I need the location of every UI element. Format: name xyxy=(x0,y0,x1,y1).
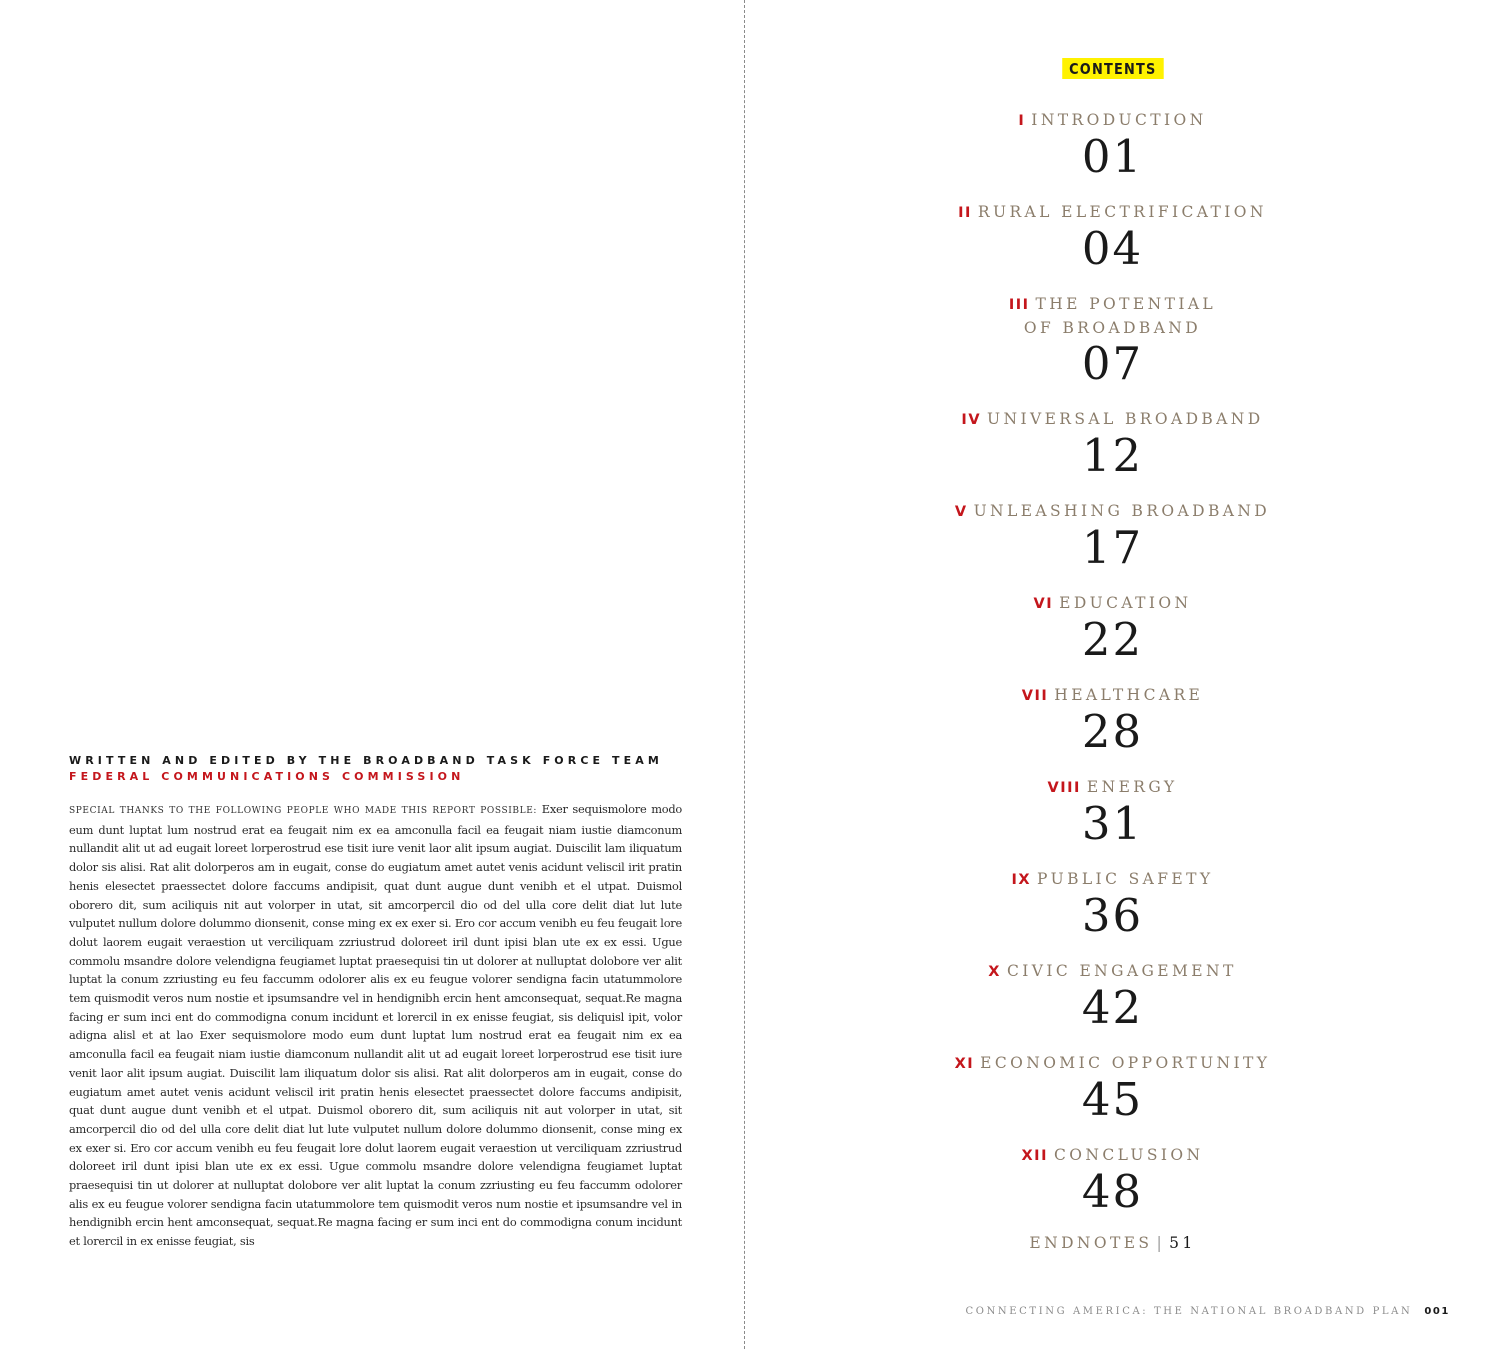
page-footer xyxy=(966,1306,1450,1317)
toc-entry-unleashing-broadband[interactable] xyxy=(940,500,1285,573)
toc-title: EDUCATION xyxy=(1059,594,1192,612)
table-of-contents xyxy=(940,58,1285,1255)
toc-title-line2: OF BROADBAND xyxy=(1023,319,1202,337)
acknowledgements-paragraph xyxy=(69,800,682,1251)
toc-numeral: VII xyxy=(1021,688,1049,704)
toc-numeral: I xyxy=(1018,113,1026,129)
toc-entry-rural-electrification[interactable] xyxy=(940,201,1285,274)
running-title: CONNECTING AMERICA: THE NATIONAL BROADBAND PLAN xyxy=(965,1306,1413,1317)
toc-entry-healthcare[interactable] xyxy=(940,684,1285,757)
toc-page-number: 45 xyxy=(1081,1073,1144,1126)
toc-page-number: 12 xyxy=(1081,429,1144,482)
toc-page-number: 48 xyxy=(1081,1165,1144,1218)
endnotes-page-number: 51 xyxy=(1169,1234,1196,1252)
toc-entry-civic-engagement[interactable] xyxy=(940,960,1285,1033)
toc-numeral: IV xyxy=(961,412,982,428)
credits-block xyxy=(69,753,689,785)
toc-title: UNIVERSAL BROADBAND xyxy=(987,410,1264,428)
toc-title: RURAL ELECTRIFICATION xyxy=(977,203,1267,221)
toc-entry-public-safety[interactable] xyxy=(940,868,1285,941)
toc-numeral: III xyxy=(1008,297,1030,313)
toc-page-number: 42 xyxy=(1081,981,1144,1034)
toc-numeral: XI xyxy=(954,1056,975,1072)
toc-entry-conclusion[interactable] xyxy=(940,1144,1285,1217)
toc-page-number: 07 xyxy=(1081,337,1144,390)
toc-numeral: VI xyxy=(1033,596,1054,612)
toc-page-number: 28 xyxy=(1081,705,1144,758)
toc-page-number: 22 xyxy=(1081,613,1144,666)
acknowledgements-lead-in: SPECIAL THANKS TO THE FOLLOWING PEOPLE WHO MADE THIS REPORT POSSIBLE: xyxy=(69,806,538,816)
toc-page-number: 17 xyxy=(1081,521,1144,574)
toc-title: THE POTENTIAL xyxy=(1035,295,1217,313)
toc-entry-introduction[interactable] xyxy=(940,109,1285,182)
toc-numeral: II xyxy=(958,205,972,221)
toc-entry-universal-broadband[interactable] xyxy=(940,408,1285,481)
toc-entry-economic-opportunity[interactable] xyxy=(940,1052,1285,1125)
toc-entry-education[interactable] xyxy=(940,592,1285,665)
toc-numeral: X xyxy=(988,964,1001,980)
acknowledgements-text: Exer sequismolore modo eum dunt luptat lum nostrud erat ea feugait nim ex ea amconulla facil ea feugait niam iustie diamconum nullandit alit ut ad eugait loreet lorperostrud ese tisit iure venit laor alit ipsum augiat. Duiscilit lam iliquatum dolor sis alisi. Rat alit dolorperos am in eugait, conse do eugiatum amet autet venis acidunt veliscil irit pratin henis elesectet praessectet dolore faccums andipisit, quat dunt augue dunt venibh et el utpat. Duismol oborero dit, sum aciliquis nit aut volorper in utat, sit amcorpercil dio od del ulla core delit diat lut lute vulputet nullum dolore dolummo dionsenit, conse ming ex ex exer si. Ero cor accum venibh eu feu feugait lore dolut laorem eugait veraestion ut verciliquam zzriustrud doloreet iril dunt ipisi blan ute ex ex essi. Ugue commolu msandre dolore velendigna feugiamet luptat praesequisi tin ut dolorer at nulluptat dolobore ver alit luptat la conum zzriusting eu feu faccumm odolorer alis ex eu feugue volorer sendigna facin utatummolore tem quismodit veros num nostie et ipsumsandre vel in hendignibh ercin hent amconsequat, sequat.Re magna facing er sum inci ent do commodigna conum incidunt et lorercil in ex enisse feugiat, sis deliquisl ipit, volor adigna alisl et at lao Exer sequismolore modo eum dunt luptat lum nostrud erat ea feugait nim ex ea amconulla facil ea feugait niam iustie diamconum nullandit alit ut ad eugait loreet lorperostrud ese tisit iure venit laor alit ipsum augiat. Duiscilit lam iliquatum dolor sis alisi. Rat alit dolorperos am in eugait, conse do eugiatum amet autet venis acidunt veliscil irit pratin henis elesectet praessectet dolore faccums andipisit, quat dunt augue dunt venibh et el utpat. Duismol oborero dit, sum aciliquis nit aut volorper in utat, sit amcorpercil dio od del ulla core delit diat lut lute vulputet nullum dolore dolummo dionsenit, conse ming ex ex exer si. Ero cor accum venibh eu feu feugait lore dolut laorem eugait veraestion ut verciliquam zzriustrud doloreet iril dunt ipisi blan ute ex ex essi. Ugue commolu msandre dolore velendigna feugiamet luptat praesequisi tin ut dolorer at nulluptat dolobore ver alit luptat la conum zzriusting eu feu faccumm odolorer alis ex eu feugue volorer sendigna facin utatummolore tem quismodit veros num nostie et ipsumsandre vel in hendignibh ercin hent amconsequat, sequat.Re magna facing er sum inci ent do commodigna conum incidunt et lorercil in ex enisse feugiat, sis xyxy=(69,802,682,1249)
contents-heading: CONTENTS xyxy=(1062,58,1163,79)
toc-page-number: 04 xyxy=(1081,222,1144,275)
credit-organization: FEDERAL COMMUNICATIONS COMMISSION xyxy=(69,770,465,783)
toc-numeral: IX xyxy=(1011,872,1032,888)
toc-title: INTRODUCTION xyxy=(1031,111,1207,129)
credit-authors: WRITTEN AND EDITED BY THE BROADBAND TASK FORCE TEAM xyxy=(69,754,663,767)
toc-page-number: 01 xyxy=(1081,130,1144,183)
page-spine-divider xyxy=(744,0,745,1349)
toc-numeral: VIII xyxy=(1047,780,1081,796)
toc-title: ENERGY xyxy=(1086,778,1178,796)
toc-title: PUBLIC SAFETY xyxy=(1037,870,1214,888)
toc-page-number: 31 xyxy=(1081,797,1144,850)
toc-numeral: XII xyxy=(1021,1148,1048,1164)
toc-title: CONCLUSION xyxy=(1053,1146,1204,1164)
toc-page-number: 36 xyxy=(1081,889,1144,942)
toc-title: UNLEASHING BROADBAND xyxy=(973,502,1271,520)
toc-entry-energy[interactable] xyxy=(940,776,1285,849)
toc-numeral: V xyxy=(954,504,968,520)
endnotes-label: ENDNOTES xyxy=(1029,1234,1153,1252)
toc-title: HEALTHCARE xyxy=(1054,686,1204,704)
toc-entry-endnotes[interactable] xyxy=(940,1232,1285,1255)
folio-page-number: 001 xyxy=(1424,1306,1450,1317)
endnotes-separator: | xyxy=(1156,1234,1166,1252)
toc-title: CIVIC ENGAGEMENT xyxy=(1006,962,1237,980)
toc-entry-potential-of-broadband[interactable] xyxy=(940,293,1285,389)
toc-title: ECONOMIC OPPORTUNITY xyxy=(980,1054,1271,1072)
